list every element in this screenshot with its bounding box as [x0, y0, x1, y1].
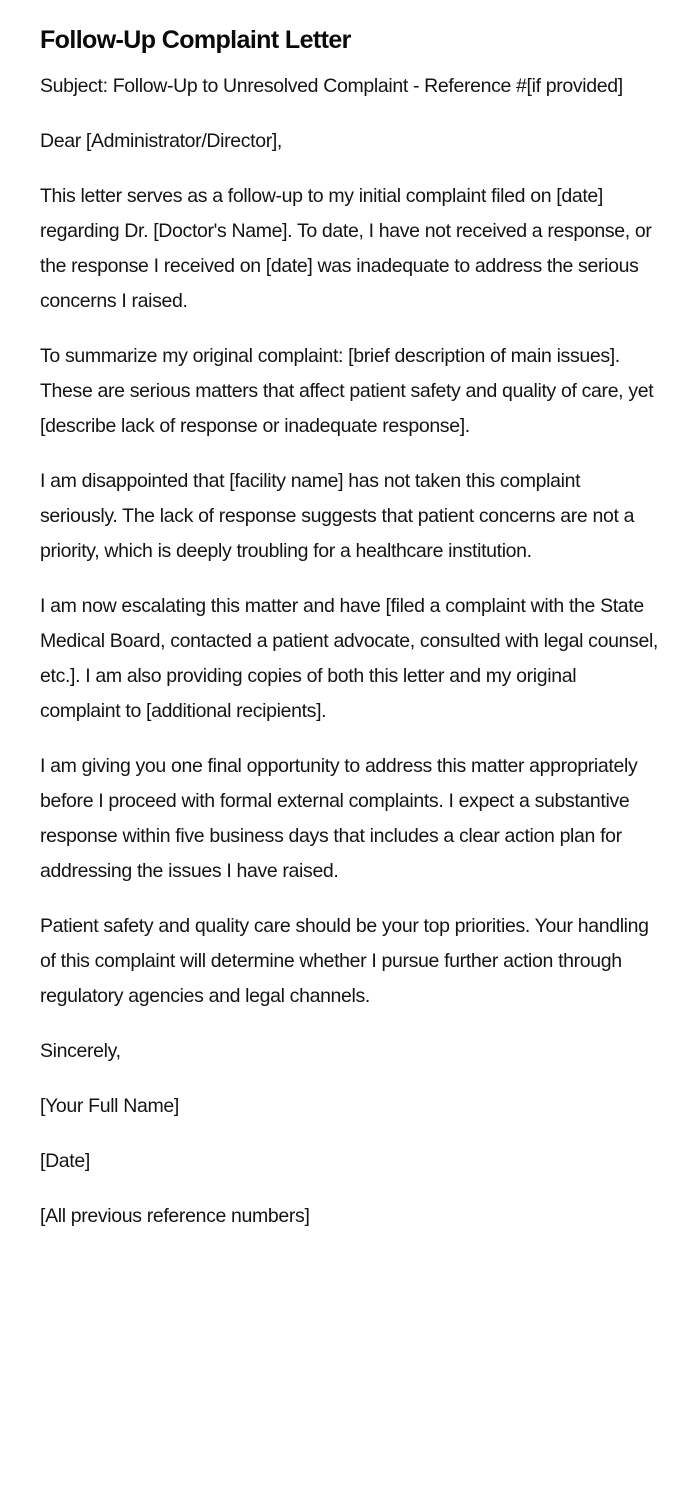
sign-off: Sincerely, — [40, 1040, 121, 1062]
reference-numbers: [All previous reference numbers] — [40, 1205, 310, 1227]
signature-date: [Date] — [40, 1150, 90, 1172]
document-title: Follow-Up Complaint Letter — [40, 26, 351, 54]
signature-name: [Your Full Name] — [40, 1095, 179, 1117]
subject-line: Subject: Follow-Up to Unresolved Complaint - Reference #[if provided] — [40, 75, 623, 97]
body-paragraph-intro: This letter serves as a follow-up to my initial complaint filed on [date] regarding Dr. [Doctor's Name]. To date, I have not received a response, or the response I received on [date] was inadequate to address the serious concerns I raised. — [40, 185, 652, 312]
salutation: Dear [Administrator/Director], — [40, 130, 282, 152]
body-paragraph-disappointment: I am disappointed that [facility name] has not taken this complaint seriously. The lack of response suggests that patient concerns are not a priority, which is deeply troubling for a healthcare institution. — [40, 470, 635, 562]
body-paragraph-escalation: I am now escalating this matter and have [filed a complaint with the State Medical Board, contacted a patient advocate, consulted with legal counsel, etc.]. I am also providing copies of both this letter and my original complaint to [additional recipients]. — [40, 595, 659, 722]
body-paragraph-final-opportunity: I am giving you one final opportunity to address this matter appropriately before I proceed with formal external complaints. I expect a substantive response within five business days that includes a clear action plan for addressing the issues I have raised. — [40, 755, 638, 882]
body-paragraph-summary: To summarize my original complaint: [brief description of main issues]. These are serious matters that affect patient safety and quality of care, yet [describe lack of response or inadequate response]. — [40, 345, 654, 437]
body-paragraph-closing: Patient safety and quality care should be your top priorities. Your handling of this complaint will determine whether I pursue further action through regulatory agencies and legal channels. — [40, 915, 649, 1007]
